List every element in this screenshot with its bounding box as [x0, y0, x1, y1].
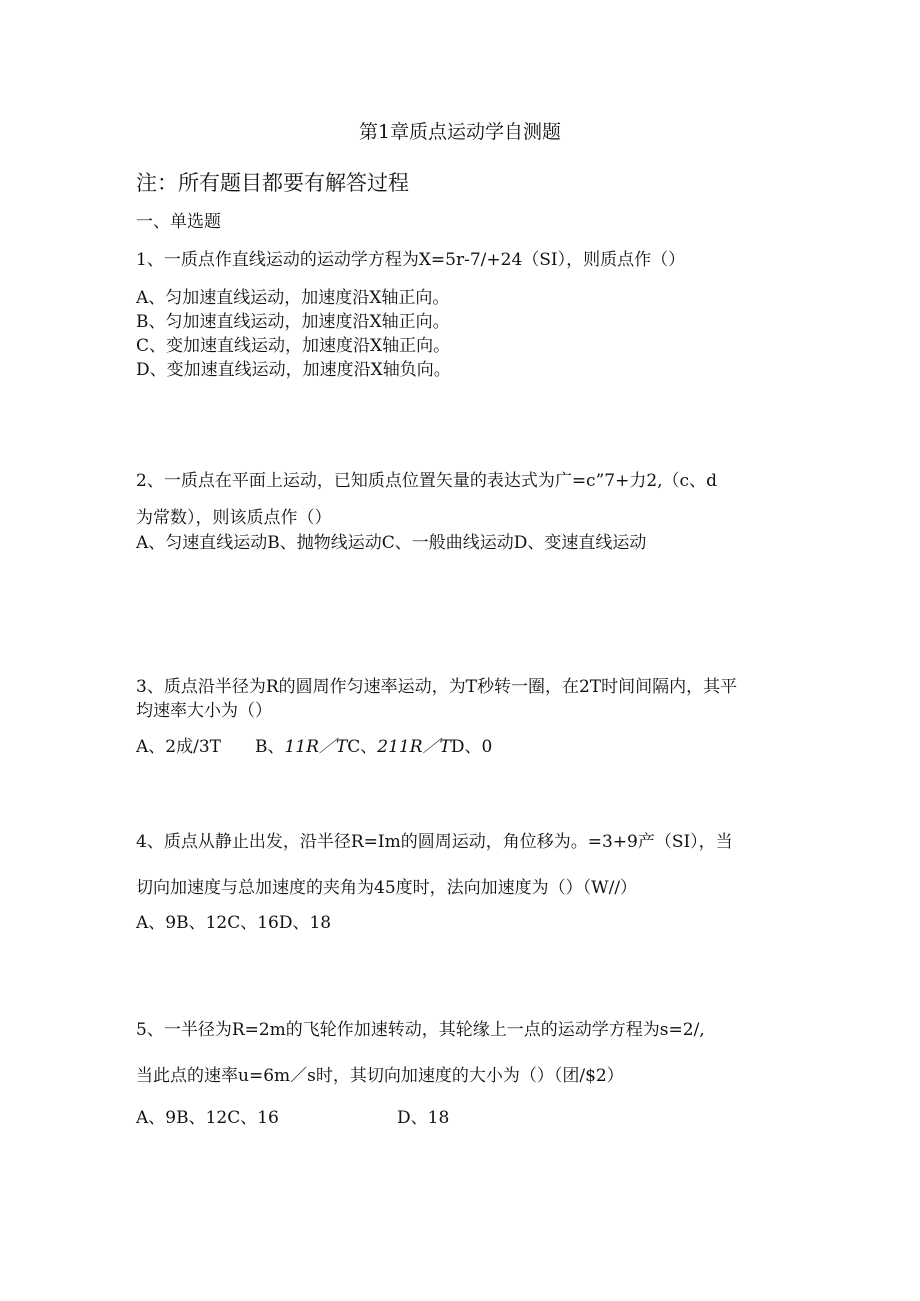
- question-2-options: A、匀速直线运动B、抛物线运动C、一般曲线运动D、变速直线运动: [136, 533, 647, 553]
- question-3-stem-line1: 3、质点沿半径为R的圆周作匀速率运动，为T秒转一圈，在2T时间间隔内，其平: [136, 677, 738, 697]
- question-3-options: [136, 737, 492, 757]
- document-title: 第1章质点运动学自测题: [358, 121, 562, 143]
- question-1-option-b: B、匀加速直线运动，加速度沿X轴正向。: [136, 312, 450, 332]
- question-3-option-b-label: B、: [254, 737, 285, 757]
- question-4-stem-line2: 切向加速度与总加速度的夹角为45度时，法向加速度为（）（W//）: [136, 878, 638, 898]
- section-heading: 一、单选题: [136, 212, 221, 232]
- question-3-option-b-formula: 11R／T: [284, 737, 348, 757]
- question-4-stem-line1: 4、质点从静止出发，沿半径R=Im的圆周运动，角位移为。=3+9产（SI），当: [136, 832, 733, 852]
- question-2-stem-line1: 2、一质点在平面上运动，已知质点位置矢量的表达式为广=c”7+力2,（c、d: [136, 471, 717, 491]
- instructions-note: 注：所有题目都要有解答过程: [136, 171, 409, 195]
- question-5-options-left: A、9B、12C、16: [136, 1108, 279, 1128]
- question-3-stem-line2: 均速率大小为（）: [136, 701, 272, 721]
- question-2-stem-line2: 为常数），则该质点作（）: [136, 508, 332, 528]
- question-1-option-c: C、变加速直线运动，加速度沿X轴正向。: [136, 336, 451, 356]
- question-4-options: A、9B、12C、16D、18: [136, 913, 332, 933]
- question-1-option-d: D、变加速直线运动，加速度沿X轴负向。: [136, 360, 451, 380]
- question-5-stem-line2: 当此点的速率u=6m／s时，其切向加速度的大小为（）（团/$2）: [136, 1066, 624, 1086]
- question-3-option-c-formula: 211R／T: [377, 737, 451, 757]
- question-3-option-d: D、0: [450, 737, 493, 757]
- question-1-option-a: A、匀加速直线运动，加速度沿X轴正向。: [136, 288, 450, 308]
- question-5-options-right: D、18: [397, 1108, 450, 1128]
- question-5-stem-line1: 5、一半径为R=2m的飞轮作加速转动，其轮缘上一点的运动学方程为s=2/,: [136, 1020, 705, 1040]
- question-1-stem: 1、一质点作直线运动的运动学方程为X=5r-7/+24（SI），则质点作（）: [136, 250, 686, 270]
- question-3-option-c-label: C、: [347, 737, 378, 757]
- question-3-option-a: A、2成/3T: [136, 737, 221, 757]
